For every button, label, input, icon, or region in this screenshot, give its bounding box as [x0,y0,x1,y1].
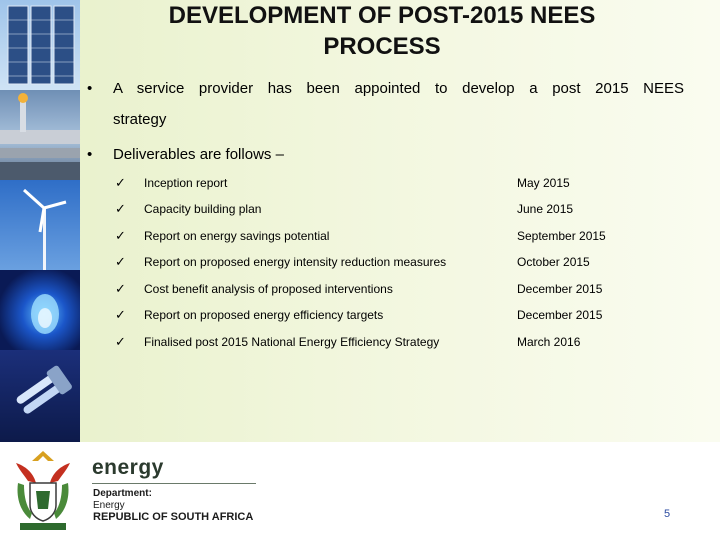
deliverable-task: Report on proposed energy efficiency targets [144,308,384,322]
page-title [80,0,684,62]
checkmark-icon: ✓ [115,307,126,322]
checkmark-icon: ✓ [115,334,126,349]
flame-icon [0,270,80,350]
checkmark-icon: ✓ [115,281,126,296]
deliverable-row [115,201,635,221]
pipeline-icon [0,90,80,180]
deliverable-date: December 2015 [517,282,603,296]
deliverable-date: September 2015 [517,229,606,243]
deliverable-task: Capacity building plan [144,202,262,216]
checkmark-icon: ✓ [115,254,126,269]
deliverable-date: May 2015 [517,176,570,190]
checkmark-icon: ✓ [115,175,126,190]
solar-panel-icon [0,0,80,90]
logo-divider [92,483,256,484]
deliverable-task: Finalised post 2015 National Energy Efficiency Strategy [144,335,440,349]
deliverable-date: October 2015 [517,255,590,269]
deliverable-row [115,175,635,195]
wind-turbine-icon [0,180,80,270]
brand-energy-logo: energy [92,456,164,479]
bullet-deliverables: Deliverables are follows – [113,146,284,163]
cfl-bulb-icon [0,350,80,442]
deliverable-date: June 2015 [517,202,574,216]
deliverable-row [115,228,635,248]
bullet-service-provider: A service provider has been appointed to develop a post 2015 NEES [113,80,684,97]
page-number: 5 [664,508,671,520]
checkmark-icon: ✓ [115,228,126,243]
deliverable-row [115,254,635,274]
deliverable-task: Inception report [144,176,228,190]
checkmark-icon: ✓ [115,201,126,216]
wind-turbine-photo [0,180,80,270]
logo-department: Department: [93,488,152,499]
deliverable-row [115,307,635,327]
gas-flame-photo [0,270,80,350]
logo-country: REPUBLIC OF SOUTH AFRICA [93,511,254,523]
deliverable-row [115,334,635,354]
bullet-service-provider-continued: strategy [113,111,167,128]
title-line-2: PROCESS [323,33,441,60]
deliverable-task: Report on energy savings potential [144,229,330,243]
deliverable-task: Cost benefit analysis of proposed interventions [144,282,393,296]
bullet-marker: • [87,146,93,163]
logo-energy: Energy [93,500,125,511]
coat-of-arms-icon [8,447,78,533]
pipeline-photo [0,90,80,180]
deliverable-row [115,281,635,301]
solar-panel-photo [0,0,80,90]
photo-strip [0,0,80,442]
deliverable-date: March 2016 [517,335,581,349]
lightbulb-photo [0,350,80,442]
deliverable-task: Report on proposed energy intensity reduction measures [144,255,447,269]
title-line-1: DEVELOPMENT OF POST-2015 NEES [168,2,596,29]
bullet-marker: • [87,80,93,97]
deliverable-date: December 2015 [517,308,603,322]
